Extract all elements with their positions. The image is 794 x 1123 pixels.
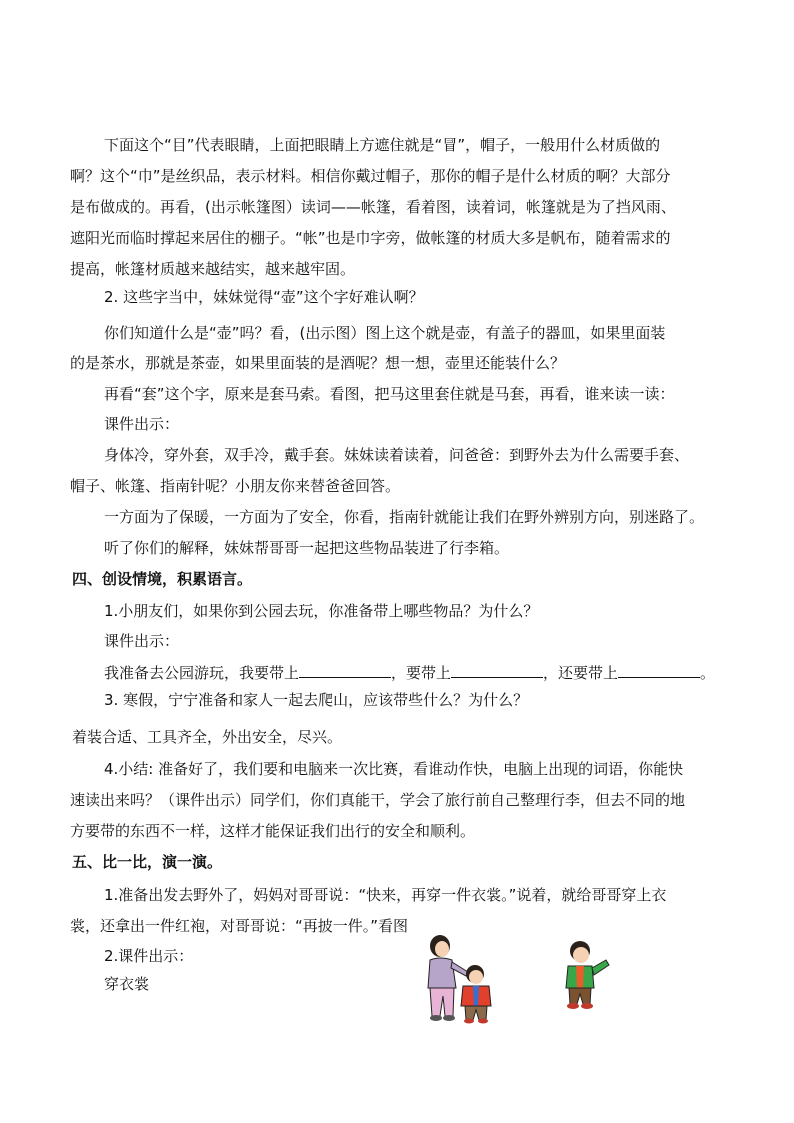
boy2-figure [566,941,609,1009]
text-line: 的是茶水，那就是茶壶，如果里面装的是酒呢？想一想，壶里还能装什么？ [70,354,566,372]
courseware-label: 课件出示： [104,632,180,650]
summary-line: 方要带的东西不一样，这样才能保证我们出行的安全和顺利。 [70,822,476,840]
text-line: 再看“套”这个字，原来是套马索。看图，把马这里套住就是马套，再看，谁来读一读： [104,385,675,403]
fill-blank-3 [618,663,700,678]
section-heading-5: 五、比一比，演一演。 [72,853,223,871]
boy-green-jacket-illustration [558,940,612,1014]
text-line: 你们知道什么是“壶”吗？看，(出示图）图上这个就是壶，有盖子的器皿，如果里面装 [104,324,666,342]
caption-chuan-yi-shang: 穿衣裳 [104,975,150,993]
section5-question-1-cont: 裳，还拿出一件红袍，对哥哥说：“再披一件。”看图 [70,917,409,935]
question-2: 2. 这些字当中，妹妹觉得“壶”这个字好难认啊？ [104,288,424,306]
fill-text-3: ，还要带上 [543,664,619,682]
section-heading-4: 四、创设情境，积累语言。 [72,570,253,588]
fill-text-2: ，要带上 [391,664,452,682]
text-line: 提高，帐篷材质越来越结实，越来越牢固。 [70,260,356,278]
text-line: 一方面为了保暖，一方面为了安全，你看，指南针就能让我们在野外辨别方向，别迷路了。 [104,508,705,526]
fill-blank-1 [299,663,391,678]
fill-blank-2 [451,663,543,678]
text-line: 遮阳光而临时撑起来居住的棚子。“帐”也是巾字旁，做帐篷的材质大多是帆布，随着需求的 [70,229,671,247]
summary-line: 4.小结: 准备好了，我们要和电脑来一次比赛，看谁动作快，电脑上出现的词语，你能快 [104,760,684,778]
section5-question-2: 2.课件出示： [104,947,194,965]
mother-figure [428,935,468,1021]
text-line: 帽子、帐篷、指南针呢？小朋友你来替爸爸回答。 [70,477,401,495]
fill-text-1: 我准备去公园游玩，我要带上 [104,664,300,682]
mother-dressing-boy-illustration [418,932,500,1024]
text-line: 身体冷，穿外套，双手冷，戴手套。妹妹读着读着，问爸爸：到野外去为什么需要手套、 [104,446,690,464]
text-line: 啊？这个“巾”是丝织品，表示材料。相信你戴过帽子，那你的帽子是什么材质的啊？大部分 [70,167,671,185]
section4-answer: 着装合适、工具齐全，外出安全，尽兴。 [72,728,343,746]
section5-question-1: 1.准备出发去野外了，妈妈对哥哥说：“快来，再穿一件衣裳。”说着，就给哥哥穿上衣 [104,886,667,904]
text-line: 是布做成的。再看，(出示帐篷图）读词——帐篷，看着图，读着词，帐篷就是为了挡风雨、 [70,198,676,216]
fill-text-4: 。 [700,664,716,682]
text-line: 听了你们的解释，妹妹帮哥哥一起把这些物品装进了行李箱。 [104,539,510,557]
section4-question-3: 3. 寒假，宁宁准备和家人一起去爬山，应该带些什么？为什么？ [104,691,529,709]
text-line: 下面这个“目”代表眼睛，上面把眼睛上方遮住就是“冒”，帽子，一般用什么材质做的 [104,136,661,154]
fill-in-sentence [104,663,715,683]
courseware-label: 课件出示： [104,415,180,433]
section4-question-1: 1.小朋友们，如果你到公园去玩，你准备带上哪些物品？为什么？ [104,602,539,620]
summary-line: 速读出来吗？（课件出示）同学们，你们真能干，学会了旅行前自己整理行李，但去不同的地 [70,791,686,809]
